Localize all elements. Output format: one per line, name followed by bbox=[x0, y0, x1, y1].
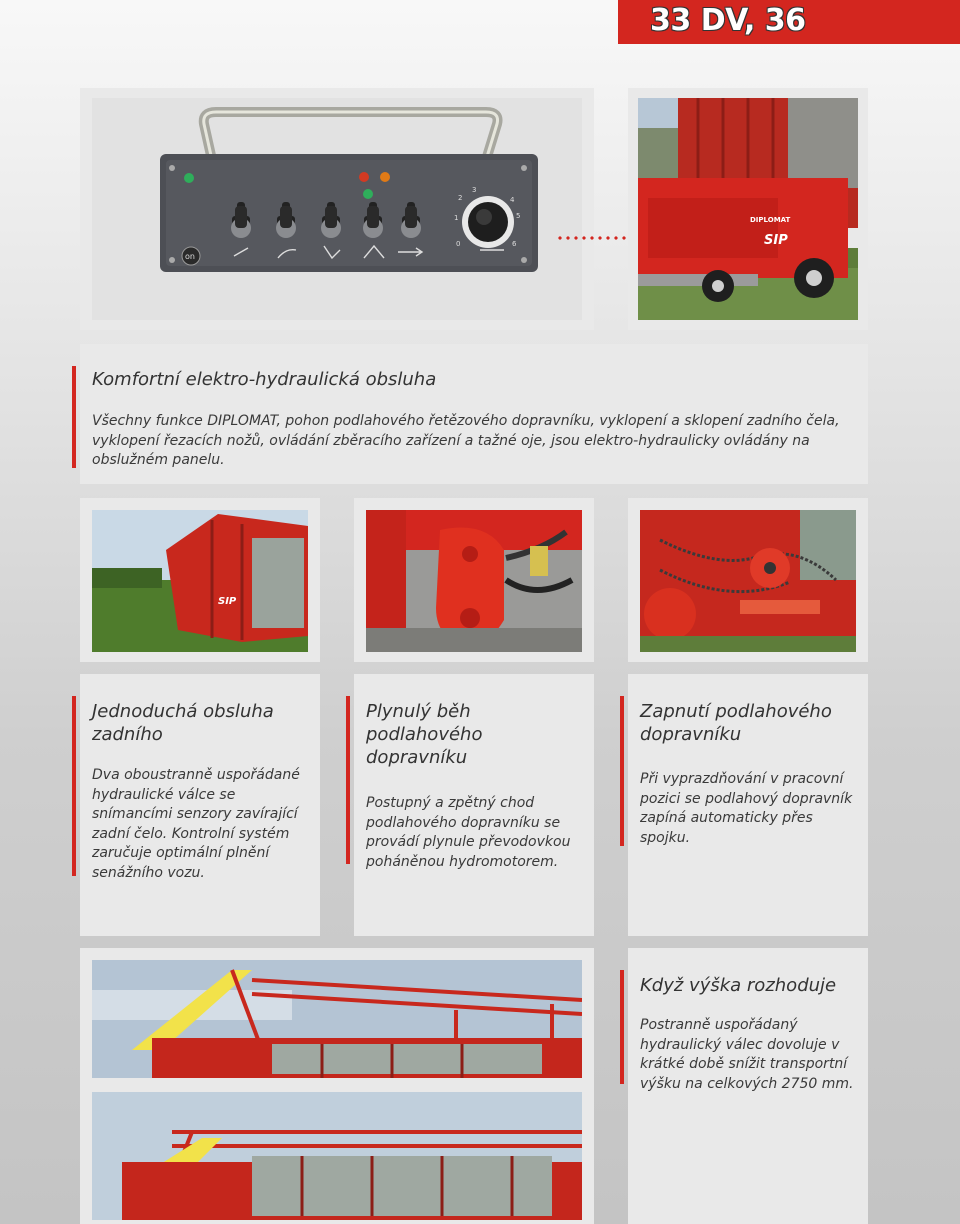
photo-card-rear bbox=[80, 498, 320, 662]
accent-bar bbox=[346, 696, 350, 864]
feature-card-conveyor bbox=[354, 674, 594, 936]
feature-body: Postupný a zpětný chod podlahového dopravníku se provádí plynule převodovkou poháněnou hydromotorem. bbox=[366, 795, 571, 870]
dial-number: 2 bbox=[458, 194, 463, 202]
section-body: Postranně uspořádaný hydraulický válec dovoluje v krátké době snížit transportní výšku na celkových 2750 mm. bbox=[640, 1017, 854, 1092]
title-banner bbox=[618, 0, 960, 44]
feature-card-clutch bbox=[628, 674, 868, 936]
wagon-raised-photo bbox=[92, 960, 582, 1078]
feature-heading: Jednoduchá obsluha zadního bbox=[92, 701, 274, 745]
wagon-rear-photo bbox=[92, 510, 308, 652]
accent-bar bbox=[620, 696, 624, 846]
control-panel-card bbox=[80, 88, 594, 330]
section-heading: Když výška rozhoduje bbox=[640, 975, 837, 996]
wagon-photo-card bbox=[628, 88, 868, 330]
control-panel-photo bbox=[92, 98, 582, 320]
page-title: 33 DV, 36 bbox=[650, 3, 806, 38]
photo-card-chain bbox=[628, 498, 868, 662]
dial-number: 4 bbox=[510, 196, 515, 204]
chain-drive-photo bbox=[640, 510, 856, 652]
connector-dots bbox=[556, 236, 636, 240]
feature-body: Při vyprazdňování v pracovní pozici se podlahový dopravník zapíná automaticky přes spojku. bbox=[640, 771, 853, 846]
section-body: Všechny funkce DIPLOMAT, pohon podlahového řetězového dopravníku, vyklopení a sklopení zadního čela, vyklopení řezacích nožů, ovládání zběracího zařízení a tažné oje, jsou elektro-hydraulicky ovládány na obslužném panelu. bbox=[92, 413, 840, 468]
feature-heading: Plynulý běh podlahového dopravníku bbox=[366, 701, 483, 768]
on-button-label: on bbox=[185, 252, 195, 261]
sip-logo: SIP bbox=[218, 596, 237, 607]
feature-card-rear bbox=[80, 674, 320, 936]
main-text-card bbox=[80, 344, 868, 484]
wagon-side-photo bbox=[638, 98, 858, 320]
height-text-card bbox=[628, 948, 868, 1224]
dial-number: 1 bbox=[454, 214, 459, 222]
photo-card-gearbox bbox=[354, 498, 594, 662]
dial-number: 3 bbox=[472, 186, 477, 194]
wagon-lowered-photo bbox=[92, 1092, 582, 1220]
gearbox-photo bbox=[366, 510, 582, 652]
accent-bar bbox=[72, 696, 76, 876]
diplomat-badge: DIPLOMAT bbox=[750, 216, 791, 224]
accent-bar bbox=[72, 366, 76, 468]
dial-number: 0 bbox=[456, 240, 461, 248]
section-heading: Komfortní elektro-hydraulická obsluha bbox=[92, 369, 437, 390]
feature-heading: Zapnutí podlahového dopravníku bbox=[640, 701, 832, 745]
height-photos-card bbox=[80, 948, 594, 1224]
sip-logo: SIP bbox=[764, 233, 788, 248]
dial-number: 5 bbox=[516, 212, 521, 220]
accent-bar bbox=[620, 970, 624, 1084]
dial-number: 6 bbox=[512, 240, 517, 248]
feature-body: Dva oboustranně uspořádané hydraulické válce se snímancími senzory zavírající zadní čelo. Kontrolní systém zaručuje optimální plnění senážního vozu. bbox=[92, 767, 300, 881]
